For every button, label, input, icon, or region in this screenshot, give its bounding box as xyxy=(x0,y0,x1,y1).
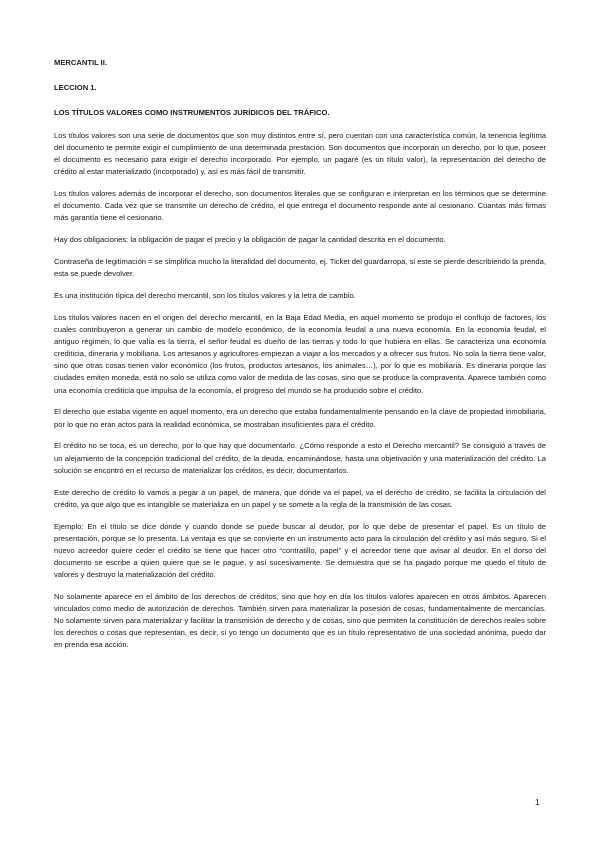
paragraph: Los títulos valores son una serie de documentos que son muy distintos entre sí, pero cuentan con una característica común, la tenencia legítima del documento te permite exigir el cumplimiento de una determinada prestación. Son documentos que incorporan un derecho, por lo que, poseer el documento es necesario para exigir el derecho incorporado. Por ejemplo, un pagaré (es un título valor), la representación del derecho de crédito al estar materializado (incorporado) y, así es más fácil de transmitir. xyxy=(54,131,546,177)
paragraph: Hay dos obligaciones: la obligación de pagar el precio y la obligación de pagar la cantidad descrita en el documento. xyxy=(54,235,446,245)
lesson-title: LECCION 1. xyxy=(54,83,97,92)
paragraph: No solamente aparece en el ámbito de los derechos de créditos, sino que hoy en día los títulos valores aparecen en otros ámbitos. Aparecen vinculados como medio de autorización de derechos. También sirven para materializar la posesión de cosas, fundamentalmente de mercancías. No solamente sirven para materializar y facilitar la transmisión de derecho y de cosas, sino que permiten la constitución de derechos reales sobre los derechos o cosas que representan, es decir, si yo tengo un documento que es un título representativo de una sociedad anónima, puedo dar en prenda esa acción. xyxy=(54,591,546,650)
course-title: MERCANTIL II. xyxy=(54,58,108,67)
paragraph: Los títulos valores nacen en el origen del derecho mercantil, en la Baja Edad Media, en aquel momento se produjo el conflujo de factores, los cuales contribuyeron a generar un cambio de modelo económico, de la economía feudal a una nueva economía. En la economía feudal, el antiguo régimen, lo que valía es la tierra, el señor feudal es dueño de las tierras y todo lo que hubiera en ellas. Se caracteriza una economía crediticia, dineraria y mobiliaria. Los artesanos y agricultores empiezan a viajar a los mercados y a ofrecer sus frutos. No sola la tierra tiene valor, sino que otras cosas tienen valor económico (los frutos, productos artesanos, los animales…), por lo que es mobiliaria. Es dineraria porque las ciudades emiten moneda, está no solo se utiliza como valor de medida de las cosas, sino que se produce la compraventa. Aparece también como una economía crediticia que impulsa de la economía, el progreso del mundo se ha producido sobre el crédito. xyxy=(54,313,546,395)
paragraph: Los títulos valores además de incorporar el derecho, son documentos literales que se configuran e interpretan en los términos que se determine el documento. Cada vez que se transmite un derecho de crédito, el que entrega el documento responde ante al cesionario. Cuantas más firmas más garantía tiene el cesionario. xyxy=(54,189,546,223)
paragraph: Ejemplo: En el título se dice donde y cuando donde se puede buscar al deudor, por lo que debe de presentar el papel. Es un título de presentación, porque se lo presenta. La ventaja es que se convierte en un instrumento acto para la circulación del crédito y así más seguro. Si el nuevo acreedor quiere ceder el crédito se tiene que hacer otro “contratillo, papel” y el acreedor tiene que avisar al deudor. En el dorso del documento se escribe a quien quiere que se le pague, y así sucesivamente. Se demuestra que se ha pagado porque me quedo el título de valores y destruyo la materialización del crédito. xyxy=(54,521,546,579)
paragraph: El crédito no se toca, es un derecho, por lo que hay que documentarlo. ¿Cómo responde a esto el Derecho mercantil? Se consiguió a través de un alejamiento de la concepción tradicional del crédito, de la deuda, encaminándose, hasta una objetivación y una materialización del crédito. La solución se encontró en el recurso de materializar los créditos, es decir, documentarlos. xyxy=(54,441,546,475)
paragraph: Es una institución típica del derecho mercantil, son los títulos valores y la letra de cambio. xyxy=(54,291,356,301)
paragraph: El derecho que estaba vigente en aquel momento, era un derecho que estaba fundamentalmente pensando en la clave de propiedad inmobiliaria, por lo que no eran actos para la realidad económica, se mostraban insuficientes para el crédito. xyxy=(54,407,546,429)
paragraph: Contraseña de legitimación = se simplifica mucho la literalidad del documento, ej. Ticket del guardarropa, si este se pierde describiendo la prenda, esta se puede devolver. xyxy=(54,257,546,279)
paragraph: Este derecho de crédito lo vamos a pegar a un papel, de manera, que donde va el papel, va el derecho de crédito, se facilita la circulación del crédito, ya que algo que es intangible se materializa en un papel y se somete a la regla de la transmisión de las cosas. xyxy=(54,487,546,509)
section-title: LOS TÍTULOS VALORES COMO INSTRUMENTOS JURÍDICOS DEL TRÁFICO. xyxy=(54,108,330,117)
page-number: 1 xyxy=(535,797,540,807)
document-body xyxy=(54,57,546,661)
